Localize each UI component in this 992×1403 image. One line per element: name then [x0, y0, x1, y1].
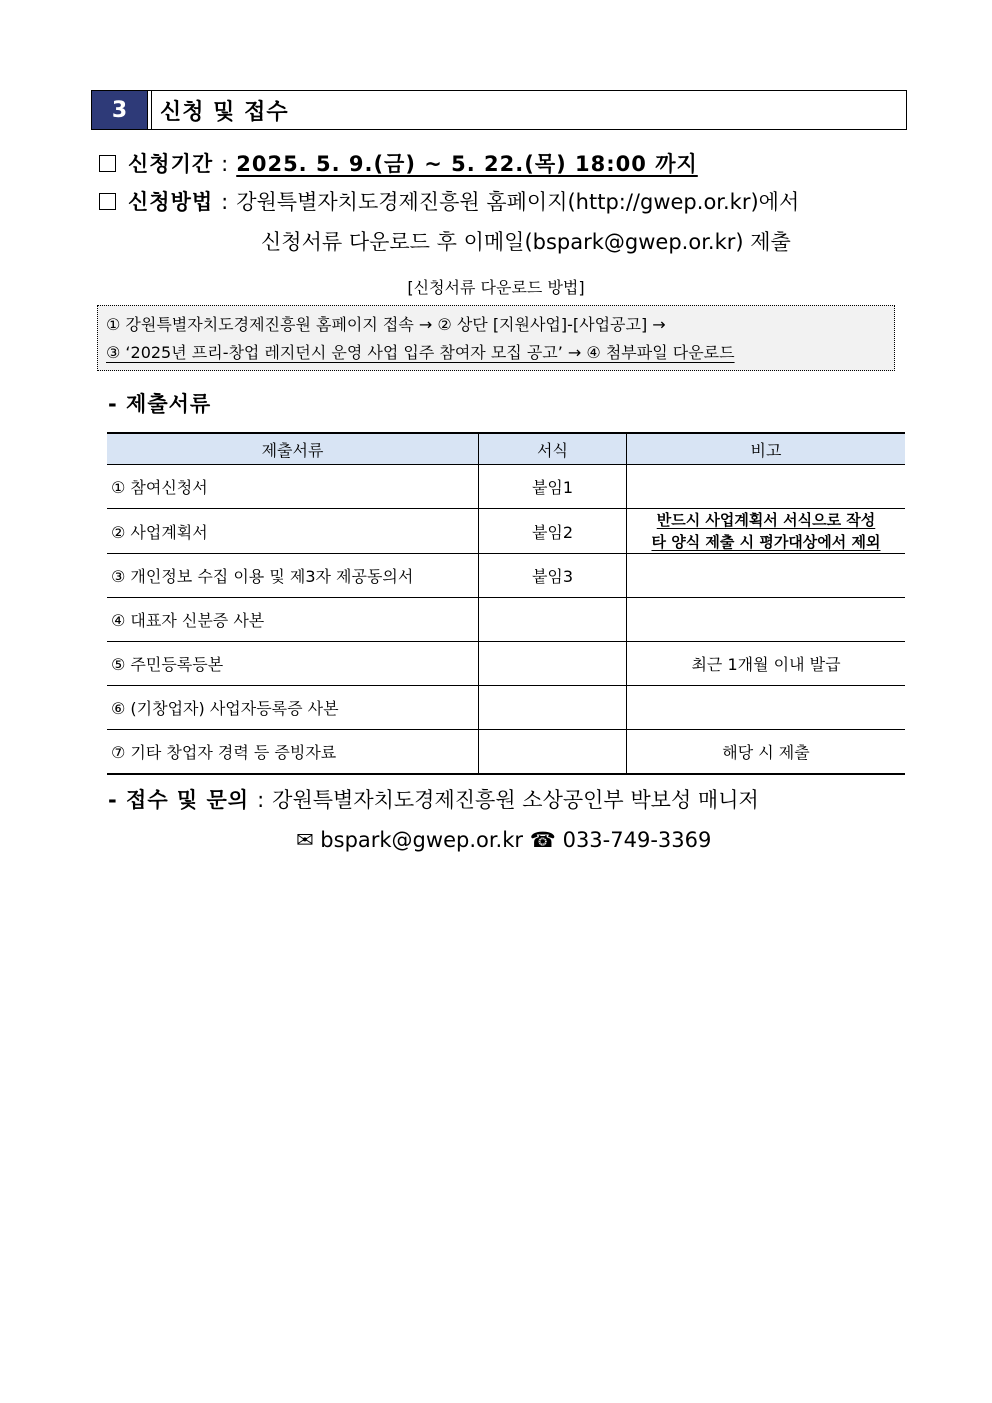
method-line2: 신청서류 다운로드 후 이메일(bspark@gwep.or.kr) 제출 [261, 230, 791, 254]
method-separator: : [221, 190, 229, 214]
section-title: 신청 및 접수 [160, 99, 289, 125]
doc-form: 붙임3 [479, 554, 627, 598]
doc-note-line2: 타 양식 제출 시 평가대상에서 제외 [651, 533, 881, 551]
doc-form: 붙임1 [479, 465, 627, 509]
table-header-row [107, 433, 905, 465]
contact-email: bspark@gwep.or.kr [320, 828, 524, 852]
doc-name: ④ 대표자 신분증 사본 [107, 598, 479, 642]
doc-form: 붙임2 [479, 509, 627, 554]
doc-note [627, 598, 906, 642]
doc-note-line1: 반드시 사업계획서 서식으로 작성 [656, 511, 876, 529]
header-form: 서식 [479, 433, 627, 465]
contact-phone: 033-749-3369 [562, 828, 712, 852]
table-row [107, 730, 905, 775]
table-row [107, 598, 905, 642]
doc-name: ② 사업계획서 [107, 509, 479, 554]
method-label: 신청방법 [128, 190, 214, 214]
table-row [107, 554, 905, 598]
doc-form [479, 598, 627, 642]
doc-note: 최근 1개월 이내 발급 [627, 642, 906, 686]
doc-note [627, 509, 906, 554]
section-number: 3 [92, 91, 148, 129]
header-documents: 제출서류 [107, 433, 479, 465]
download-guide-line2: ③ ‘2025년 프리-창업 레지던시 운영 사업 입주 참여자 모집 공고’ → ④ 첨부파일 다운로드 [106, 343, 735, 362]
table-row [107, 686, 905, 730]
table-row [107, 642, 905, 686]
doc-name: ⑤ 주민등록등본 [107, 642, 479, 686]
phone-icon: ☎ [529, 828, 556, 852]
section-header [91, 90, 907, 130]
doc-note [627, 465, 906, 509]
doc-name: ⑦ 기타 창업자 경력 등 증빙자료 [107, 730, 479, 775]
doc-name: ③ 개인정보 수집 이용 및 제3자 제공동의서 [107, 554, 479, 598]
doc-name: ⑥ (기창업자) 사업자등록증 사본 [107, 686, 479, 730]
contact-value: 강원특별자치도경제진흥원 소상공인부 박보성 매니저 [272, 788, 759, 812]
email-icon: ✉ [296, 828, 314, 852]
contact-separator: : [257, 788, 265, 812]
download-guide-box [97, 305, 895, 371]
period-line [99, 148, 698, 178]
contact-line [108, 784, 759, 814]
method-line [99, 186, 799, 216]
download-guide-caption: [신청서류 다운로드 방법] [407, 278, 585, 297]
doc-note: 해당 시 제출 [627, 730, 906, 775]
period-separator: : [221, 152, 229, 176]
doc-name: ① 참여신청서 [107, 465, 479, 509]
checkbox-icon [99, 155, 116, 172]
download-guide-line1: ① 강원특별자치도경제진흥원 홈페이지 접속 → ② 상단 [지원사업]-[사업공고] → [106, 315, 666, 334]
doc-note [627, 554, 906, 598]
checkbox-icon [99, 193, 116, 210]
doc-form [479, 642, 627, 686]
documents-title: - 제출서류 [108, 392, 212, 416]
method-line1: 강원특별자치도경제진흥원 홈페이지(http://gwep.or.kr)에서 [236, 190, 800, 214]
header-note: 비고 [627, 433, 906, 465]
contact-details [296, 828, 711, 852]
period-label: 신청기간 [128, 152, 214, 176]
contact-label: - 접수 및 문의 [108, 788, 250, 812]
table-row [107, 465, 905, 509]
period-value: 2025. 5. 9.(금) ~ 5. 22.(목) 18:00 까지 [236, 152, 698, 176]
documents-table [107, 432, 905, 775]
doc-note [627, 686, 906, 730]
doc-form [479, 686, 627, 730]
table-row [107, 509, 905, 554]
doc-form [479, 730, 627, 775]
